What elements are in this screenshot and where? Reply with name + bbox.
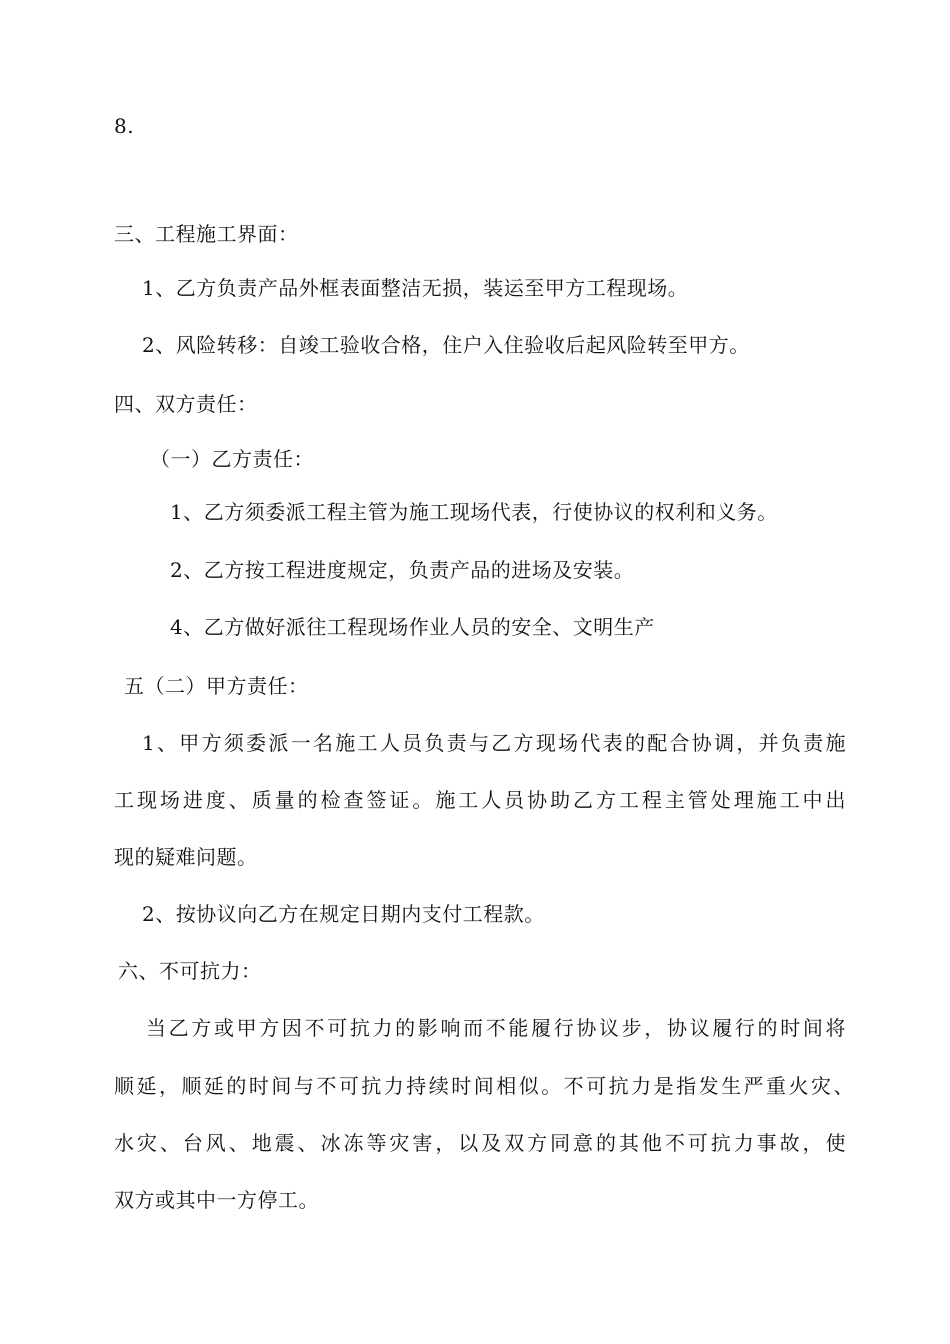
section-4-sub1-item-2: 2、乙方按工程进度规定，负责产品的进场及安装。: [170, 558, 635, 582]
section-6-paragraph-line-1: 当乙方或甲方因不可抗力的影响而不能履行协议步，协议履行的时间将: [146, 1016, 846, 1040]
section-3-item-2: 2、风险转移：自竣工验收合格，住户入住验收后起风险转至甲方。: [142, 333, 750, 357]
section-4-subsection-1-title: （一）乙方责任：: [150, 447, 314, 471]
section-4-sub1-item-1: 1、乙方须委派工程主管为施工现场代表，行使协议的权利和义务。: [170, 500, 778, 524]
section-5-paragraph-line-1: 1、甲方须委派一名施工人员负责与乙方现场代表的配合协调，并负责施: [142, 731, 846, 755]
section-5-paragraph-line-2: 工现场进度、质量的检查签证。施工人员协助乙方工程主管处理施工中出: [114, 788, 846, 812]
section-3-item-1: 1、乙方负责产品外框表面整洁无损，装运至甲方工程现场。: [142, 276, 689, 300]
item-8: 8.: [114, 114, 135, 138]
section-6-paragraph-line-2: 顺延，顺延的时间与不可抗力持续时间相似。不可抗力是指发生严重火灾、: [114, 1074, 854, 1098]
section-5-paragraph-line-3: 现的疑难问题。: [114, 845, 258, 869]
section-3-title: 三、工程施工界面：: [114, 222, 299, 246]
section-4-title: 四、双方责任：: [114, 392, 258, 416]
section-6-title: 六、不可抗力：: [118, 959, 262, 983]
section-4-sub1-item-4: 4、乙方做好派往工程现场作业人员的安全、文明生产: [170, 615, 655, 639]
section-5-item-2: 2、按协议向乙方在规定日期内支付工程款。: [142, 902, 545, 926]
section-5-title: 五（二）甲方责任：: [124, 674, 309, 698]
section-6-paragraph-line-3: 水灾、台风、地震、冰冻等灾害，以及双方同意的其他不可抗力事故，使: [114, 1131, 846, 1155]
section-6-paragraph-line-4: 双方或其中一方停工。: [114, 1188, 319, 1212]
